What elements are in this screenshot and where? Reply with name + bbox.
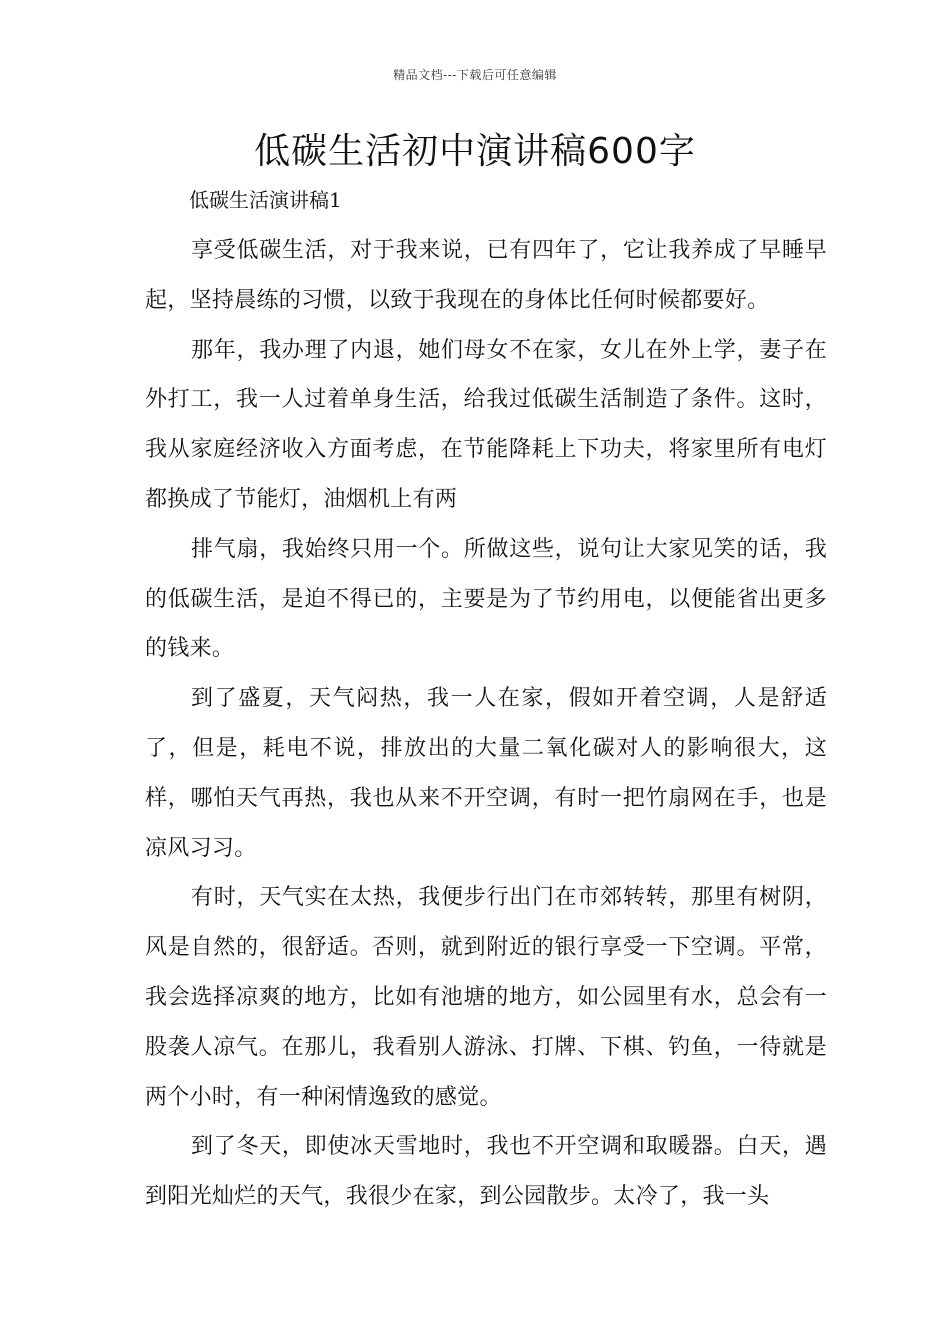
document-title: 低碳生活初中演讲稿600字: [254, 131, 696, 172]
document-subtitle: 低碳生活演讲稿1: [189, 188, 342, 212]
header-note: 精品文档---下载后可任意编辑: [393, 68, 557, 82]
paragraph-6: 到了冬天，即使冰天雪地时，我也不开空调和取暖器。白天，遇到阳光灿烂的天气，我很少在家，到公园散步。太冷了，我一头: [145, 1134, 827, 1210]
document-body: [145, 226, 827, 1222]
paragraph-5: 有时，天气实在太热，我便步行出门在市郊转转，那里有树阴，风是自然的，很舒适。否则，就到附近的银行享受一下空调。平常，我会选择凉爽的地方，比如有池塘的地方，如公园里有水，总会有一股袭人凉气。在那儿，我看别人游泳、打牌、下棋、钓鱼，一待就是两个小时，有一种闲情逸致的感觉。: [145, 885, 827, 1110]
paragraph-3: 排气扇，我始终只用一个。所做这些，说句让大家见笑的话，我的低碳生活，是迫不得已的，主要是为了节约用电，以便能省出更多的钱来。: [145, 536, 827, 662]
paragraph-1: 享受低碳生活，对于我来说，已有四年了，它让我养成了早睡早起，坚持晨练的习惯，以致于我现在的身体比任何时候都要好。: [145, 238, 827, 313]
paragraph-4: 到了盛夏，天气闷热，我一人在家，假如开着空调，人是舒适了，但是，耗电不说，排放出的大量二氧化碳对人的影响很大，这样，哪怕天气再热，我也从来不开空调，有时一把竹扇网在手，也是凉风习习。: [145, 686, 827, 861]
paragraph-2: 那年，我办理了内退，她们母女不在家，女儿在外上学，妻子在外打工，我一人过着单身生活，给我过低碳生活制造了条件。这时，我从家庭经济收入方面考虑，在节能降耗上下功夫，将家里所有电灯都换成了节能灯，油烟机上有两: [145, 337, 827, 512]
